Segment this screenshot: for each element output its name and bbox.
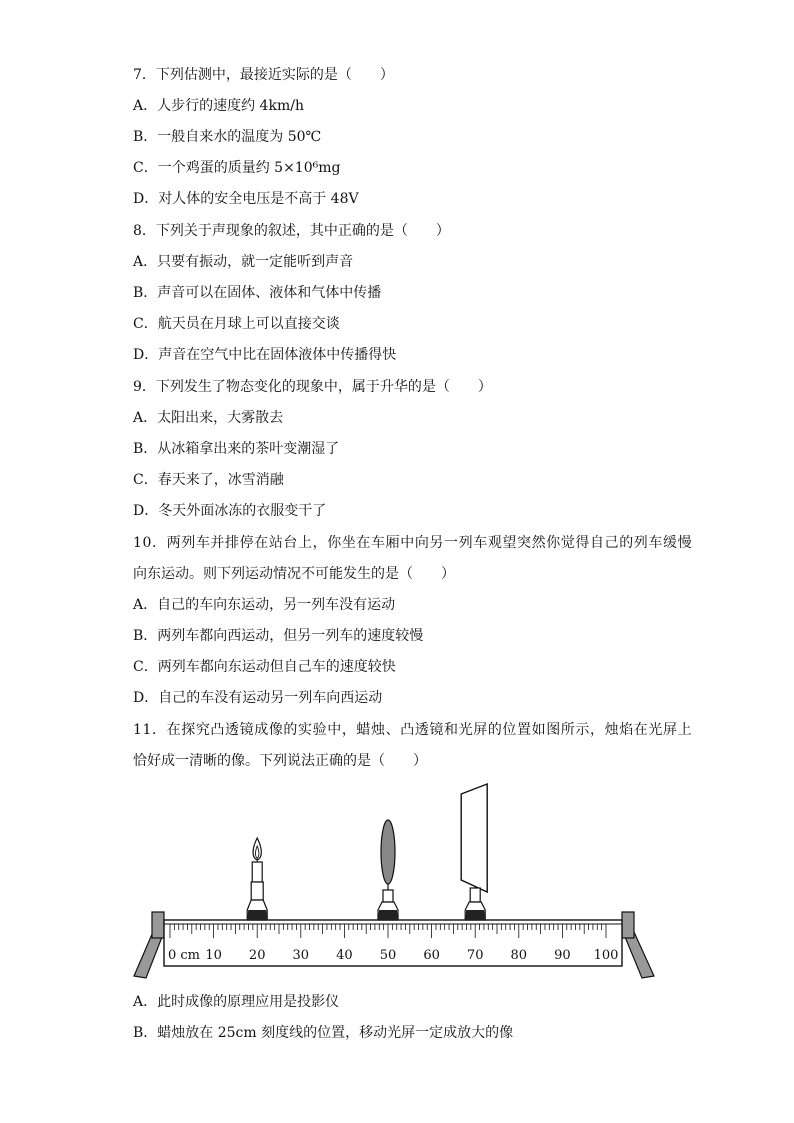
q9-option-d: D．冬天外面冰冻的衣服变干了 [133,503,327,519]
q7-option-c: C．一个鸡蛋的质量约 5×10⁶mg [133,160,341,176]
lens-icon [381,820,395,884]
q8-option-d: D．声音在空气中比在固体液体中传播得快 [133,347,397,363]
convex-lens [378,820,398,920]
right-end-block [622,912,634,938]
scale-label: 50 [379,948,397,963]
scale-label: 80 [510,948,528,963]
q8-stem: 8．下列关于声现象的叙述，其中正确的是（ ） [133,223,450,239]
scale-label: 90 [554,948,571,963]
q9-option-b: B．从冰箱拿出来的茶叶变潮湿了 [133,441,340,457]
left-support [134,932,164,978]
q11-stem-line-1: 11．在探究凸透镜成像的实验中，蜡烛、凸透镜和光屏的位置如图所示，烛焰在光屏上 [133,722,693,738]
screen-panel [461,784,487,892]
q10-option-a: A．自己的车向东运动，另一列车没有运动 [133,597,396,613]
lens-holder [383,890,393,902]
scale-label: 60 [423,948,440,963]
screen-holder [470,888,480,902]
scale-label: 30 [292,948,310,963]
candle-holder [251,882,263,900]
q11-option-a: A．此时成像的原理应用是投影仪 [133,994,340,1010]
scale-label: 20 [248,948,266,963]
q7-stem: 7．下列估测中，最接近实际的是（ ） [133,67,394,83]
scale-label: 70 [466,948,484,963]
scale-label: 100 [593,948,619,963]
scale-unit-label: 0 cm [168,948,201,963]
q9-option-c: C．春天来了，冰雪消融 [133,472,284,488]
q9-option-a: A．太阳出来，大雾散去 [133,410,284,426]
q8-option-a: A．只要有振动，就一定能听到声音 [133,254,354,270]
right-support [623,932,654,978]
q10-option-c: C．两列车都向东运动但自己车的速度较快 [133,659,396,675]
q10-stem-line-2: 向东运动。则下列运动情况不可能发生的是（ ） [133,566,455,582]
q7-option-d: D．对人体的安全电压是不高于 48V [133,191,359,207]
left-end-block [152,912,164,938]
q8-option-b: B．声音可以在固体、液体和气体中传播 [133,285,382,301]
candle [247,838,267,920]
scale-label: 10 [205,948,222,963]
q9-stem: 9．下列发生了物态变化的现象中，属于升华的是（ ） [133,379,492,395]
optical-bench-figure [128,780,668,985]
q10-option-d: D．自己的车没有运动另一列车向西运动 [133,690,383,706]
candle-body [252,862,262,882]
q11-option-b: B．蜡烛放在 25cm 刻度线的位置，移动光屏一定成放大的像 [133,1025,514,1041]
q11-stem-line-2: 恰好成一清晰的像。下列说法正确的是（ ） [133,753,427,769]
scale-label: 40 [336,948,353,963]
light-screen [461,784,487,920]
q10-option-b: B．两列车都向西运动，但另一列车的速度较慢 [133,628,424,644]
q10-stem-line-1: 10．两列车并排停在站台上，你坐在车厢中向另一列车观望突然你觉得自己的列车缓慢 [133,535,693,551]
q8-option-c: C．航天员在月球上可以直接交谈 [133,316,340,332]
q7-option-b: B．一般自来水的温度为 50℃ [133,129,322,145]
q7-option-a: A．人步行的速度约 4km/h [133,98,304,114]
